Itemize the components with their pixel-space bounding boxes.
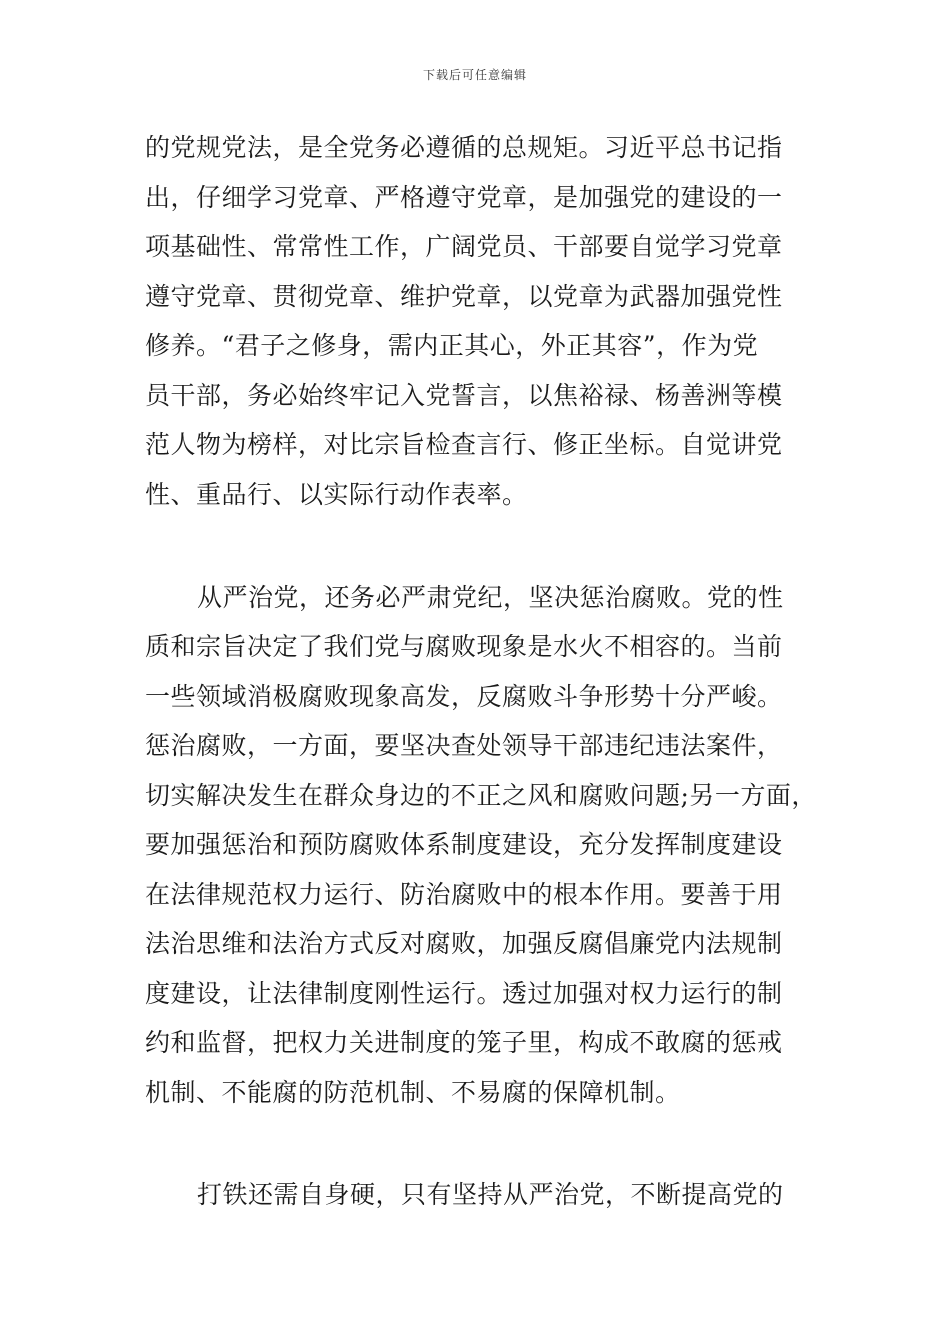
paragraph-line: 在法律规范权力运行、防治腐败中的根本作用。要善于用: [145, 880, 783, 909]
paragraph-line: 从严治党，还务必严肃党纪，坚决惩治腐败。党的性: [197, 583, 784, 612]
paragraph-line: 性、重品行、以实际行动作表率。: [145, 480, 528, 509]
paragraph-line: 惩治腐败，一方面，要坚决查处领导干部违纪违法案件，: [145, 731, 783, 760]
paragraph-line: 的党规党法，是全党务必遵循的总规矩。习近平总书记指: [145, 133, 783, 162]
paragraph-line: 出，仔细学习党章、严格遵守党章，是加强党的建设的一: [145, 183, 783, 212]
paragraph-line: 质和宗旨决定了我们党与腐败现象是水火不相容的。当前: [145, 632, 783, 661]
paragraph-line: 范人物为榜样，对比宗旨检查言行、修正坐标。自觉讲党: [145, 430, 783, 459]
paragraph-line: 切实解决发生在群众身边的不正之风和腐败问题;另一方面，: [145, 781, 817, 810]
paragraph-line: 法治思维和法治方式反对腐败，加强反腐倡廉党内法规制: [145, 929, 783, 958]
paragraph-line: 员干部，务必始终牢记入党誓言，以焦裕禄、杨善洲等模: [145, 381, 783, 410]
paragraph-line: 要加强惩治和预防腐败体系制度建设，充分发挥制度建设: [145, 830, 783, 859]
paragraph-line: 遵守党章、贯彻党章、维护党章，以党章为武器加强党性: [145, 282, 783, 311]
paragraph-line: 一些领域消极腐败现象高发，反腐败斗争形势十分严峻。: [145, 682, 783, 711]
paragraph-line: 项基础性、常常性工作，广阔党员、干部要自觉学习党章: [145, 232, 783, 261]
paragraph-line: 打铁还需自身硬，只有坚持从严治党，不断提高党的: [197, 1180, 784, 1209]
paragraph-line: 修养。“君子之修身，需内正其心，外正其容”，作为党: [145, 331, 759, 360]
paragraph-line: 约和监督，把权力关进制度的笼子里，构成不敢腐的惩戒: [145, 1028, 783, 1057]
page-header: 下载后可任意编辑: [422, 68, 527, 82]
paragraph-line: 度建设，让法律制度刚性运行。透过加强对权力运行的制: [145, 979, 783, 1008]
paragraph-line: 机制、不能腐的防范机制、不易腐的保障机制。: [145, 1078, 681, 1107]
